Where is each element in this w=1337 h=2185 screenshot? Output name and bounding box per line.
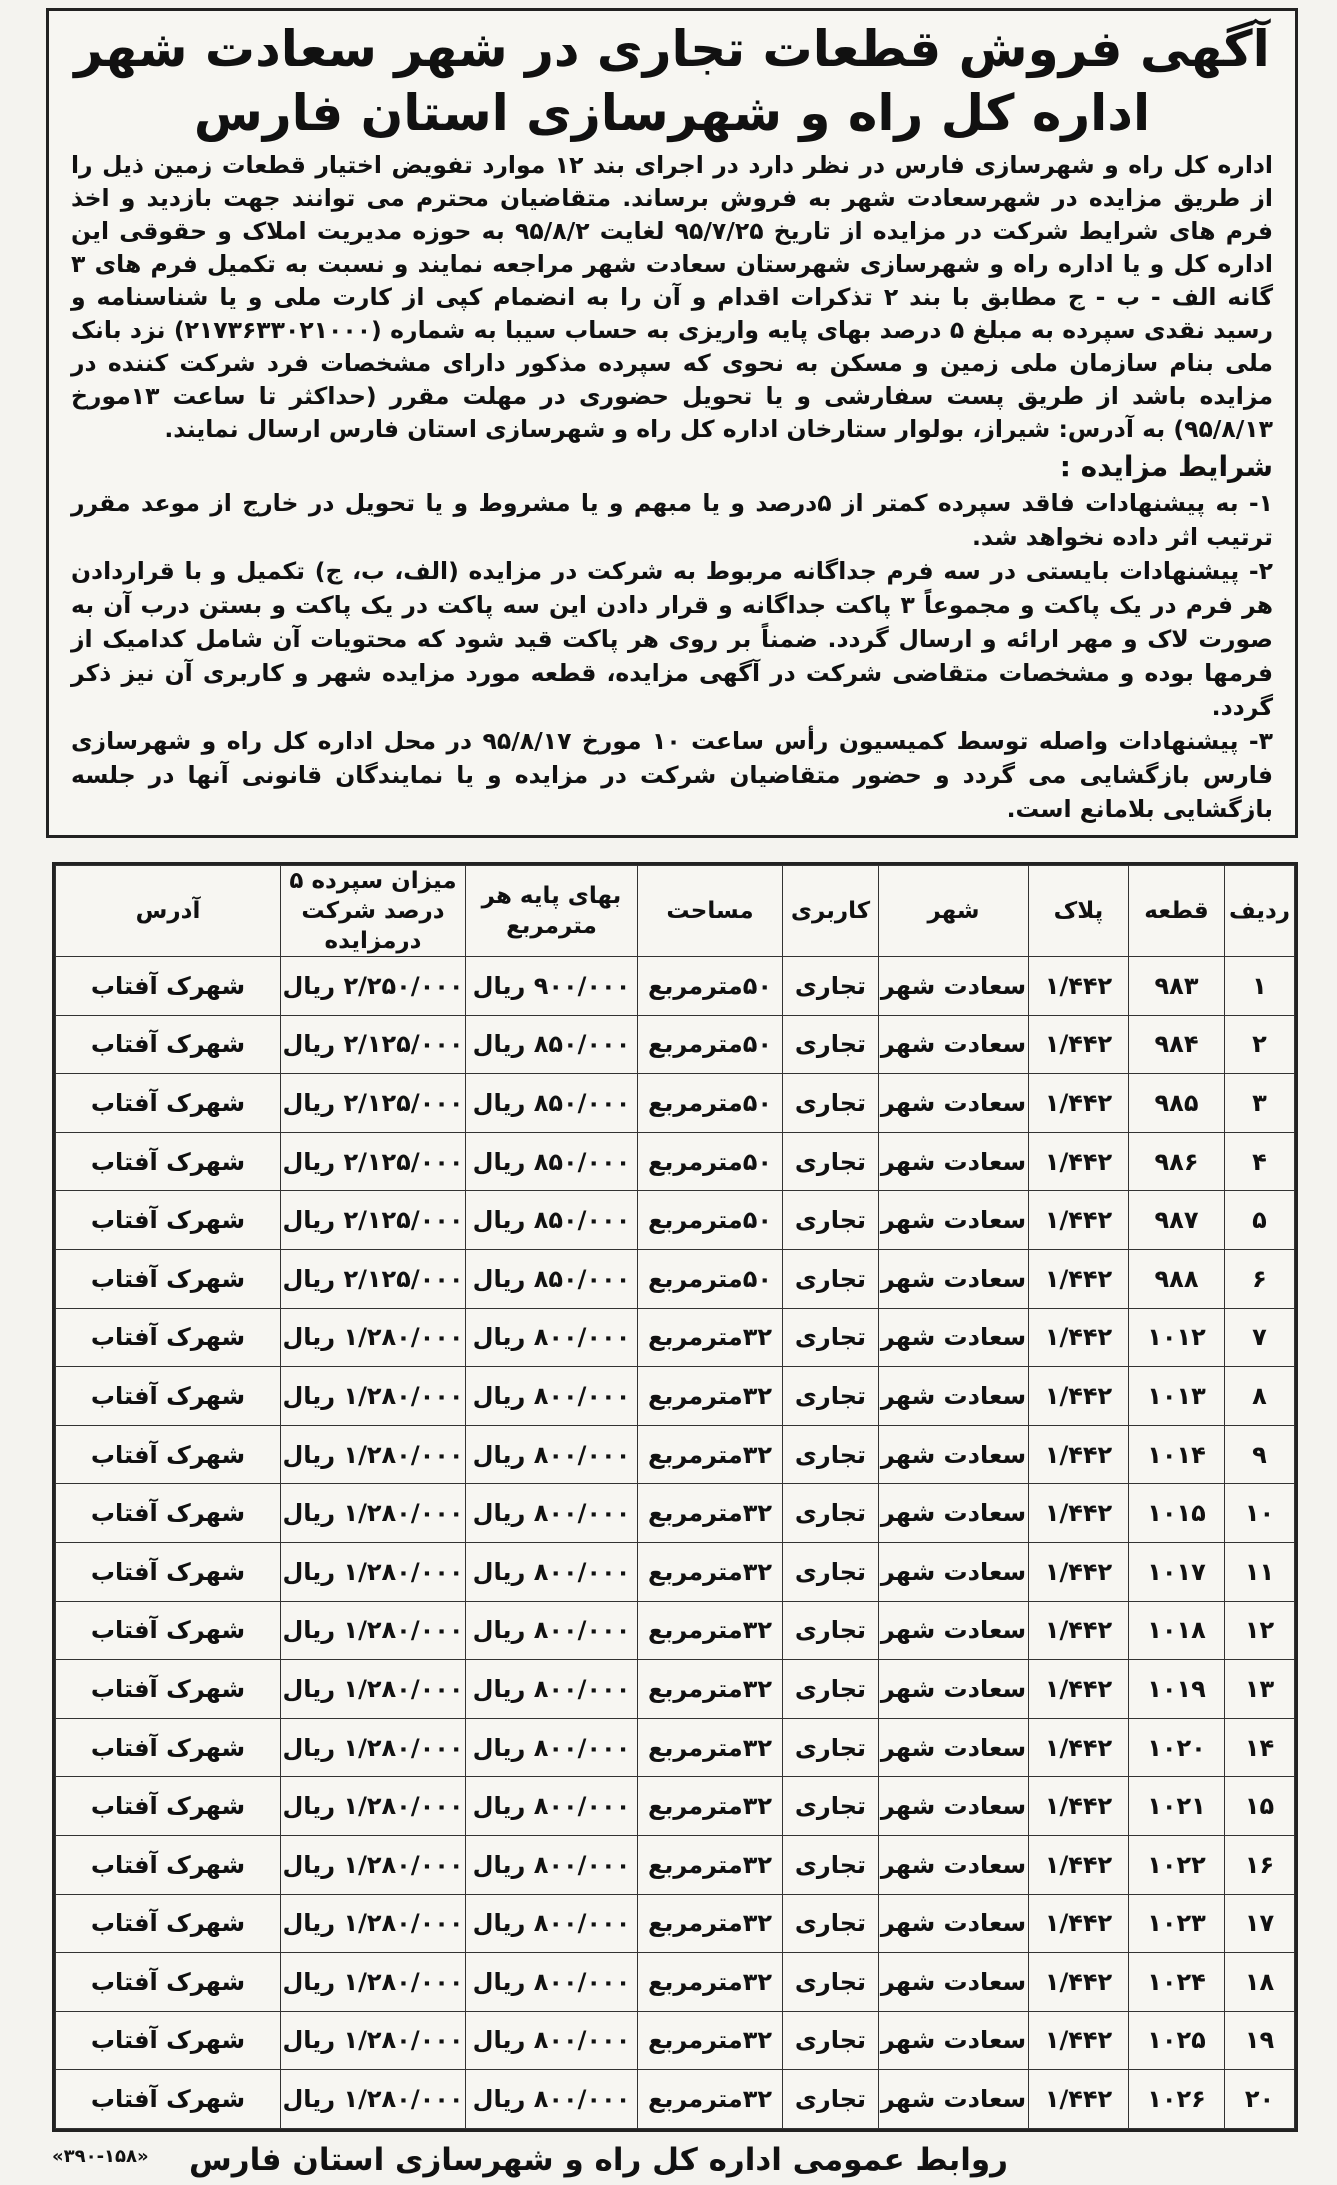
usage-cell: تجاری bbox=[783, 1425, 879, 1484]
area-cell: ۳۲مترمربع bbox=[638, 1718, 783, 1777]
address-cell: شهرک آفتاب bbox=[56, 1074, 281, 1133]
row-number-cell: ۱۰ bbox=[1225, 1484, 1295, 1543]
address-cell: شهرک آفتاب bbox=[56, 2070, 281, 2129]
plot-number-cell: ۱۰۱۲ bbox=[1129, 1308, 1225, 1367]
address-cell: شهرک آفتاب bbox=[56, 1835, 281, 1894]
address-cell: شهرک آفتاب bbox=[56, 1953, 281, 2012]
row-number-cell: ۱۴ bbox=[1225, 1718, 1295, 1777]
plot-number-cell: ۱۰۲۳ bbox=[1129, 1894, 1225, 1953]
city-cell: سعادت شهر bbox=[879, 1191, 1029, 1250]
parcel-number-cell: ۱/۴۴۲ bbox=[1029, 1894, 1129, 1953]
area-cell: ۳۲مترمربع bbox=[638, 2011, 783, 2070]
address-cell: شهرک آفتاب bbox=[56, 1249, 281, 1308]
conditions-heading: شرایط مزایده : bbox=[1059, 450, 1273, 483]
table-header-row bbox=[56, 866, 1295, 957]
area-cell: ۳۲مترمربع bbox=[638, 1894, 783, 1953]
table-row bbox=[56, 1367, 1295, 1426]
city-cell: سعادت شهر bbox=[879, 1425, 1029, 1484]
address-cell: شهرک آفتاب bbox=[56, 957, 281, 1016]
table-row bbox=[56, 2070, 1295, 2129]
column-header: ردیف bbox=[1225, 866, 1295, 957]
deposit-cell: ۲/۱۲۵/۰۰۰ ریال bbox=[281, 1191, 466, 1250]
table-row bbox=[56, 1835, 1295, 1894]
table-row bbox=[56, 1660, 1295, 1719]
city-cell: سعادت شهر bbox=[879, 1542, 1029, 1601]
city-cell: سعادت شهر bbox=[879, 2070, 1029, 2129]
address-cell: شهرک آفتاب bbox=[56, 1660, 281, 1719]
city-cell: سعادت شهر bbox=[879, 1308, 1029, 1367]
city-cell: سعادت شهر bbox=[879, 1601, 1029, 1660]
base-price-cell: ۸۰۰/۰۰۰ ریال bbox=[466, 1425, 638, 1484]
usage-cell: تجاری bbox=[783, 1367, 879, 1426]
notice-subtitle: اداره کل راه و شهرسازی استان فارس bbox=[193, 84, 1151, 142]
base-price-cell: ۸۰۰/۰۰۰ ریال bbox=[466, 1660, 638, 1719]
table-row bbox=[56, 1718, 1295, 1777]
plot-number-cell: ۹۸۸ bbox=[1129, 1249, 1225, 1308]
column-header: قطعه bbox=[1129, 866, 1225, 957]
base-price-cell: ۹۰۰/۰۰۰ ریال bbox=[466, 957, 638, 1016]
area-cell: ۵۰مترمربع bbox=[638, 1191, 783, 1250]
base-price-cell: ۸۰۰/۰۰۰ ریال bbox=[466, 1484, 638, 1543]
ad-code: «۳۹۰-۱۵۸» bbox=[52, 2146, 149, 2167]
plot-number-cell: ۱۰۱۵ bbox=[1129, 1484, 1225, 1543]
deposit-cell: ۲/۱۲۵/۰۰۰ ریال bbox=[281, 1249, 466, 1308]
deposit-cell: ۱/۲۸۰/۰۰۰ ریال bbox=[281, 2011, 466, 2070]
usage-cell: تجاری bbox=[783, 1894, 879, 1953]
plots-table bbox=[55, 865, 1295, 2129]
table-row bbox=[56, 1425, 1295, 1484]
city-cell: سعادت شهر bbox=[879, 2011, 1029, 2070]
city-cell: سعادت شهر bbox=[879, 1484, 1029, 1543]
parcel-number-cell: ۱/۴۴۲ bbox=[1029, 1367, 1129, 1426]
base-price-cell: ۸۵۰/۰۰۰ ریال bbox=[466, 1191, 638, 1250]
row-number-cell: ۲ bbox=[1225, 1015, 1295, 1074]
base-price-cell: ۸۰۰/۰۰۰ ریال bbox=[466, 1308, 638, 1367]
parcel-number-cell: ۱/۴۴۲ bbox=[1029, 1132, 1129, 1191]
condition-item: ۳- پیشنهادات واصله توسط کمیسیون رأس ساعت ۱۰ مورخ ۹۵/۸/۱۷ در محل اداره کل راه و شهرسازی فارس بازگشایی می گردد و حضور متقاضیان شرکت در مزایده و یا نمایندگان قانونی آنها در جلسه بازگشایی بلامانع است. bbox=[71, 727, 1273, 823]
base-price-cell: ۸۵۰/۰۰۰ ریال bbox=[466, 1074, 638, 1133]
area-cell: ۳۲مترمربع bbox=[638, 1660, 783, 1719]
area-cell: ۳۲مترمربع bbox=[638, 1542, 783, 1601]
row-number-cell: ۱۸ bbox=[1225, 1953, 1295, 2012]
row-number-cell: ۵ bbox=[1225, 1191, 1295, 1250]
area-cell: ۵۰مترمربع bbox=[638, 1132, 783, 1191]
parcel-number-cell: ۱/۴۴۲ bbox=[1029, 1542, 1129, 1601]
table-body bbox=[56, 957, 1295, 2129]
parcel-number-cell: ۱/۴۴۲ bbox=[1029, 1308, 1129, 1367]
parcel-number-cell: ۱/۴۴۲ bbox=[1029, 1249, 1129, 1308]
deposit-cell: ۱/۲۸۰/۰۰۰ ریال bbox=[281, 1894, 466, 1953]
plot-number-cell: ۱۰۲۶ bbox=[1129, 2070, 1225, 2129]
usage-cell: تجاری bbox=[783, 1191, 879, 1250]
city-cell: سعادت شهر bbox=[879, 1249, 1029, 1308]
usage-cell: تجاری bbox=[783, 2011, 879, 2070]
row-number-cell: ۱۷ bbox=[1225, 1894, 1295, 1953]
plot-number-cell: ۹۸۴ bbox=[1129, 1015, 1225, 1074]
usage-cell: تجاری bbox=[783, 1074, 879, 1133]
row-number-cell: ۱۵ bbox=[1225, 1777, 1295, 1836]
table-row bbox=[56, 2011, 1295, 2070]
notice-title: آگهی فروش قطعات تجاری در شهر سعادت شهر bbox=[74, 20, 1270, 78]
footer-title: روابط عمومی اداره کل راه و شهرسازی استان فارس bbox=[189, 2142, 1008, 2178]
base-price-cell: ۸۰۰/۰۰۰ ریال bbox=[466, 2011, 638, 2070]
deposit-cell: ۲/۲۵۰/۰۰۰ ریال bbox=[281, 957, 466, 1016]
address-cell: شهرک آفتاب bbox=[56, 2011, 281, 2070]
table-row bbox=[56, 1249, 1295, 1308]
base-price-cell: ۸۰۰/۰۰۰ ریال bbox=[466, 1718, 638, 1777]
city-cell: سعادت شهر bbox=[879, 1894, 1029, 1953]
table-row bbox=[56, 1074, 1295, 1133]
base-price-cell: ۸۰۰/۰۰۰ ریال bbox=[466, 2070, 638, 2129]
parcel-number-cell: ۱/۴۴۲ bbox=[1029, 2011, 1129, 2070]
table-row bbox=[56, 1542, 1295, 1601]
usage-cell: تجاری bbox=[783, 1015, 879, 1074]
column-header: بهای پایه هر مترمربع bbox=[466, 866, 638, 957]
deposit-cell: ۱/۲۸۰/۰۰۰ ریال bbox=[281, 1835, 466, 1894]
parcel-number-cell: ۱/۴۴۲ bbox=[1029, 1660, 1129, 1719]
column-header: میزان سپرده ۵ درصد شرکت درمزایده bbox=[281, 866, 466, 957]
city-cell: سعادت شهر bbox=[879, 957, 1029, 1016]
area-cell: ۳۲مترمربع bbox=[638, 1835, 783, 1894]
deposit-cell: ۱/۲۸۰/۰۰۰ ریال bbox=[281, 1367, 466, 1426]
base-price-cell: ۸۵۰/۰۰۰ ریال bbox=[466, 1132, 638, 1191]
plot-number-cell: ۱۰۱۷ bbox=[1129, 1542, 1225, 1601]
plot-number-cell: ۱۰۲۲ bbox=[1129, 1835, 1225, 1894]
parcel-number-cell: ۱/۴۴۲ bbox=[1029, 1191, 1129, 1250]
usage-cell: تجاری bbox=[783, 2070, 879, 2129]
plot-number-cell: ۱۰۲۴ bbox=[1129, 1953, 1225, 2012]
intro-paragraph: اداره کل راه و شهرسازی فارس در نظر دارد در اجرای بند ۱۲ موارد تفویض اختیار قطعات زمین ذیل را از طریق مزایده در شهرسعادت شهر به فروش برساند. متقاضیان محترم می توانند جهت بازدید و اخذ فرم های شرایط شرکت در مزایده از تاریخ ۹۵/۷/۲۵ لغایت ۹۵/۸/۲ به حوزه مدیریت املاک و حقوقی این اداره کل و یا اداره راه و شهرسازی شهرستان سعادت شهر مراجعه نمایند و نسبت به تکمیل فرم های ۳ گانه الف - ب - ج مطابق با بند ۲ تذکرات اقدام و آن را به انضمام کپی از کارت ملی و یا شناسنامه و رسید نقدی سپرده به مبلغ ۵ درصد بهای پایه واریزی به حساب سیبا به شماره (۲۱۷۳۶۳۳۰۲۱۰۰۰) نزد بانک ملی بنام سازمان ملی زمین و مسکن به نحوی که سپرده مذکور دارای مشخصات فرد شرکت کننده در مزایده باشد از طریق پست سفارشی و یا تحویل حضوری در مهلت مقرر (حداکثر تا ساعت ۱۳مورخ ۹۵/۸/۱۳) به آدرس: شیراز، بولوار ستارخان اداره کل راه و شهرسازی استان فارس ارسال نمایند. bbox=[71, 151, 1274, 443]
deposit-cell: ۱/۲۸۰/۰۰۰ ریال bbox=[281, 1777, 466, 1836]
plot-number-cell: ۱۰۱۴ bbox=[1129, 1425, 1225, 1484]
city-cell: سعادت شهر bbox=[879, 1835, 1029, 1894]
base-price-cell: ۸۰۰/۰۰۰ ریال bbox=[466, 1542, 638, 1601]
deposit-cell: ۱/۲۸۰/۰۰۰ ریال bbox=[281, 1308, 466, 1367]
column-header: کاربری bbox=[783, 866, 879, 957]
plot-number-cell: ۹۸۷ bbox=[1129, 1191, 1225, 1250]
city-cell: سعادت شهر bbox=[879, 1132, 1029, 1191]
area-cell: ۳۲مترمربع bbox=[638, 1601, 783, 1660]
usage-cell: تجاری bbox=[783, 1953, 879, 2012]
deposit-cell: ۱/۲۸۰/۰۰۰ ریال bbox=[281, 2070, 466, 2129]
row-number-cell: ۲۰ bbox=[1225, 2070, 1295, 2129]
parcel-number-cell: ۱/۴۴۲ bbox=[1029, 1835, 1129, 1894]
area-cell: ۵۰مترمربع bbox=[638, 1015, 783, 1074]
table-row bbox=[56, 1308, 1295, 1367]
table-row bbox=[56, 1015, 1295, 1074]
area-cell: ۳۲مترمربع bbox=[638, 1425, 783, 1484]
row-number-cell: ۳ bbox=[1225, 1074, 1295, 1133]
row-number-cell: ۱۶ bbox=[1225, 1835, 1295, 1894]
plot-number-cell: ۱۰۲۰ bbox=[1129, 1718, 1225, 1777]
address-cell: شهرک آفتاب bbox=[56, 1894, 281, 1953]
address-cell: شهرک آفتاب bbox=[56, 1132, 281, 1191]
address-cell: شهرک آفتاب bbox=[56, 1777, 281, 1836]
row-number-cell: ۸ bbox=[1225, 1367, 1295, 1426]
condition-item: ۱- به پیشنهادات فاقد سپرده کمتر از ۵درصد و یا مبهم و یا مشروط و یا تحویل در خارج از موعد مقرر ترتیب اثر داده نخواهد شد. bbox=[71, 489, 1274, 551]
footer bbox=[46, 2140, 1298, 2180]
parcel-number-cell: ۱/۴۴۲ bbox=[1029, 1015, 1129, 1074]
parcel-number-cell: ۱/۴۴۲ bbox=[1029, 1953, 1129, 2012]
address-cell: شهرک آفتاب bbox=[56, 1601, 281, 1660]
area-cell: ۵۰مترمربع bbox=[638, 1074, 783, 1133]
city-cell: سعادت شهر bbox=[879, 1718, 1029, 1777]
row-number-cell: ۷ bbox=[1225, 1308, 1295, 1367]
parcel-number-cell: ۱/۴۴۲ bbox=[1029, 1484, 1129, 1543]
parcel-number-cell: ۱/۴۴۲ bbox=[1029, 1425, 1129, 1484]
table-row bbox=[56, 1777, 1295, 1836]
city-cell: سعادت شهر bbox=[879, 1777, 1029, 1836]
row-number-cell: ۱۲ bbox=[1225, 1601, 1295, 1660]
table-row bbox=[56, 957, 1295, 1016]
deposit-cell: ۱/۲۸۰/۰۰۰ ریال bbox=[281, 1425, 466, 1484]
notice-text-box bbox=[46, 8, 1298, 838]
area-cell: ۳۲مترمربع bbox=[638, 1308, 783, 1367]
plot-number-cell: ۹۸۳ bbox=[1129, 957, 1225, 1016]
plot-number-cell: ۱۰۲۱ bbox=[1129, 1777, 1225, 1836]
row-number-cell: ۶ bbox=[1225, 1249, 1295, 1308]
city-cell: سعادت شهر bbox=[879, 1953, 1029, 2012]
base-price-cell: ۸۰۰/۰۰۰ ریال bbox=[466, 1601, 638, 1660]
table-row bbox=[56, 1191, 1295, 1250]
plot-number-cell: ۱۰۱۹ bbox=[1129, 1660, 1225, 1719]
column-header: شهر bbox=[879, 866, 1029, 957]
deposit-cell: ۲/۱۲۵/۰۰۰ ریال bbox=[281, 1015, 466, 1074]
column-header: آدرس bbox=[56, 866, 281, 957]
base-price-cell: ۸۰۰/۰۰۰ ریال bbox=[466, 1953, 638, 2012]
row-number-cell: ۱۳ bbox=[1225, 1660, 1295, 1719]
condition-item: ۲- پیشنهادات بایستی در سه فرم جداگانه مربوط به شرکت در مزایده (الف، ب، ج) تکمیل و با قراردادن هر فرم در یک پاکت و مجموعاً ۳ پاکت جداگانه و قرار دادن این سه پاکت در یک پاکت و بستن درب آن به صورت لاک و مهر ارائه و ارسال گردد. ضمناً بر روی هر پاکت قید شود که محتویات آن شامل کدامیک از فرمها بوده و مشخصات متقاضی شرکت در آگهی مزایده، قطعه مورد مزایده شهر و کاربری آن نیز ذکر گردد. bbox=[71, 557, 1273, 721]
usage-cell: تجاری bbox=[783, 1484, 879, 1543]
plot-number-cell: ۹۸۵ bbox=[1129, 1074, 1225, 1133]
row-number-cell: ۱۱ bbox=[1225, 1542, 1295, 1601]
parcel-number-cell: ۱/۴۴۲ bbox=[1029, 1777, 1129, 1836]
base-price-cell: ۸۰۰/۰۰۰ ریال bbox=[466, 1777, 638, 1836]
table-row bbox=[56, 1132, 1295, 1191]
city-cell: سعادت شهر bbox=[879, 1367, 1029, 1426]
area-cell: ۳۲مترمربع bbox=[638, 1953, 783, 2012]
base-price-cell: ۸۰۰/۰۰۰ ریال bbox=[466, 1835, 638, 1894]
deposit-cell: ۱/۲۸۰/۰۰۰ ریال bbox=[281, 1601, 466, 1660]
row-number-cell: ۱۹ bbox=[1225, 2011, 1295, 2070]
usage-cell: تجاری bbox=[783, 1718, 879, 1777]
usage-cell: تجاری bbox=[783, 1542, 879, 1601]
area-cell: ۵۰مترمربع bbox=[638, 1249, 783, 1308]
parcel-number-cell: ۱/۴۴۲ bbox=[1029, 1718, 1129, 1777]
plot-number-cell: ۱۰۲۵ bbox=[1129, 2011, 1225, 2070]
address-cell: شهرک آفتاب bbox=[56, 1425, 281, 1484]
parcel-number-cell: ۱/۴۴۲ bbox=[1029, 2070, 1129, 2129]
address-cell: شهرک آفتاب bbox=[56, 1015, 281, 1074]
table-row bbox=[56, 1953, 1295, 2012]
row-number-cell: ۴ bbox=[1225, 1132, 1295, 1191]
usage-cell: تجاری bbox=[783, 1601, 879, 1660]
city-cell: سعادت شهر bbox=[879, 1660, 1029, 1719]
parcel-number-cell: ۱/۴۴۲ bbox=[1029, 957, 1129, 1016]
area-cell: ۳۲مترمربع bbox=[638, 1484, 783, 1543]
usage-cell: تجاری bbox=[783, 1660, 879, 1719]
parcel-number-cell: ۱/۴۴۲ bbox=[1029, 1074, 1129, 1133]
city-cell: سعادت شهر bbox=[879, 1015, 1029, 1074]
usage-cell: تجاری bbox=[783, 1835, 879, 1894]
plot-number-cell: ۱۰۱۸ bbox=[1129, 1601, 1225, 1660]
column-header: پلاک bbox=[1029, 866, 1129, 957]
table-row bbox=[56, 1894, 1295, 1953]
plot-number-cell: ۹۸۶ bbox=[1129, 1132, 1225, 1191]
address-cell: شهرک آفتاب bbox=[56, 1718, 281, 1777]
area-cell: ۵۰مترمربع bbox=[638, 957, 783, 1016]
area-cell: ۳۲مترمربع bbox=[638, 2070, 783, 2129]
usage-cell: تجاری bbox=[783, 957, 879, 1016]
address-cell: شهرک آفتاب bbox=[56, 1542, 281, 1601]
usage-cell: تجاری bbox=[783, 1249, 879, 1308]
deposit-cell: ۲/۱۲۵/۰۰۰ ریال bbox=[281, 1074, 466, 1133]
column-header: مساحت bbox=[638, 866, 783, 957]
plot-number-cell: ۱۰۱۳ bbox=[1129, 1367, 1225, 1426]
deposit-cell: ۱/۲۸۰/۰۰۰ ریال bbox=[281, 1660, 466, 1719]
table-row bbox=[56, 1484, 1295, 1543]
base-price-cell: ۸۰۰/۰۰۰ ریال bbox=[466, 1894, 638, 1953]
usage-cell: تجاری bbox=[783, 1308, 879, 1367]
table-row bbox=[56, 1601, 1295, 1660]
deposit-cell: ۲/۱۲۵/۰۰۰ ریال bbox=[281, 1132, 466, 1191]
city-cell: سعادت شهر bbox=[879, 1074, 1029, 1133]
address-cell: شهرک آفتاب bbox=[56, 1308, 281, 1367]
usage-cell: تجاری bbox=[783, 1777, 879, 1836]
deposit-cell: ۱/۲۸۰/۰۰۰ ریال bbox=[281, 1953, 466, 2012]
area-cell: ۳۲مترمربع bbox=[638, 1367, 783, 1426]
row-number-cell: ۱ bbox=[1225, 957, 1295, 1016]
usage-cell: تجاری bbox=[783, 1132, 879, 1191]
base-price-cell: ۸۵۰/۰۰۰ ریال bbox=[466, 1249, 638, 1308]
deposit-cell: ۱/۲۸۰/۰۰۰ ریال bbox=[281, 1542, 466, 1601]
base-price-cell: ۸۰۰/۰۰۰ ریال bbox=[466, 1367, 638, 1426]
plots-table-box bbox=[52, 862, 1298, 2132]
address-cell: شهرک آفتاب bbox=[56, 1367, 281, 1426]
area-cell: ۳۲مترمربع bbox=[638, 1777, 783, 1836]
row-number-cell: ۹ bbox=[1225, 1425, 1295, 1484]
base-price-cell: ۸۵۰/۰۰۰ ریال bbox=[466, 1015, 638, 1074]
address-cell: شهرک آفتاب bbox=[56, 1484, 281, 1543]
deposit-cell: ۱/۲۸۰/۰۰۰ ریال bbox=[281, 1484, 466, 1543]
parcel-number-cell: ۱/۴۴۲ bbox=[1029, 1601, 1129, 1660]
deposit-cell: ۱/۲۸۰/۰۰۰ ریال bbox=[281, 1718, 466, 1777]
address-cell: شهرک آفتاب bbox=[56, 1191, 281, 1250]
